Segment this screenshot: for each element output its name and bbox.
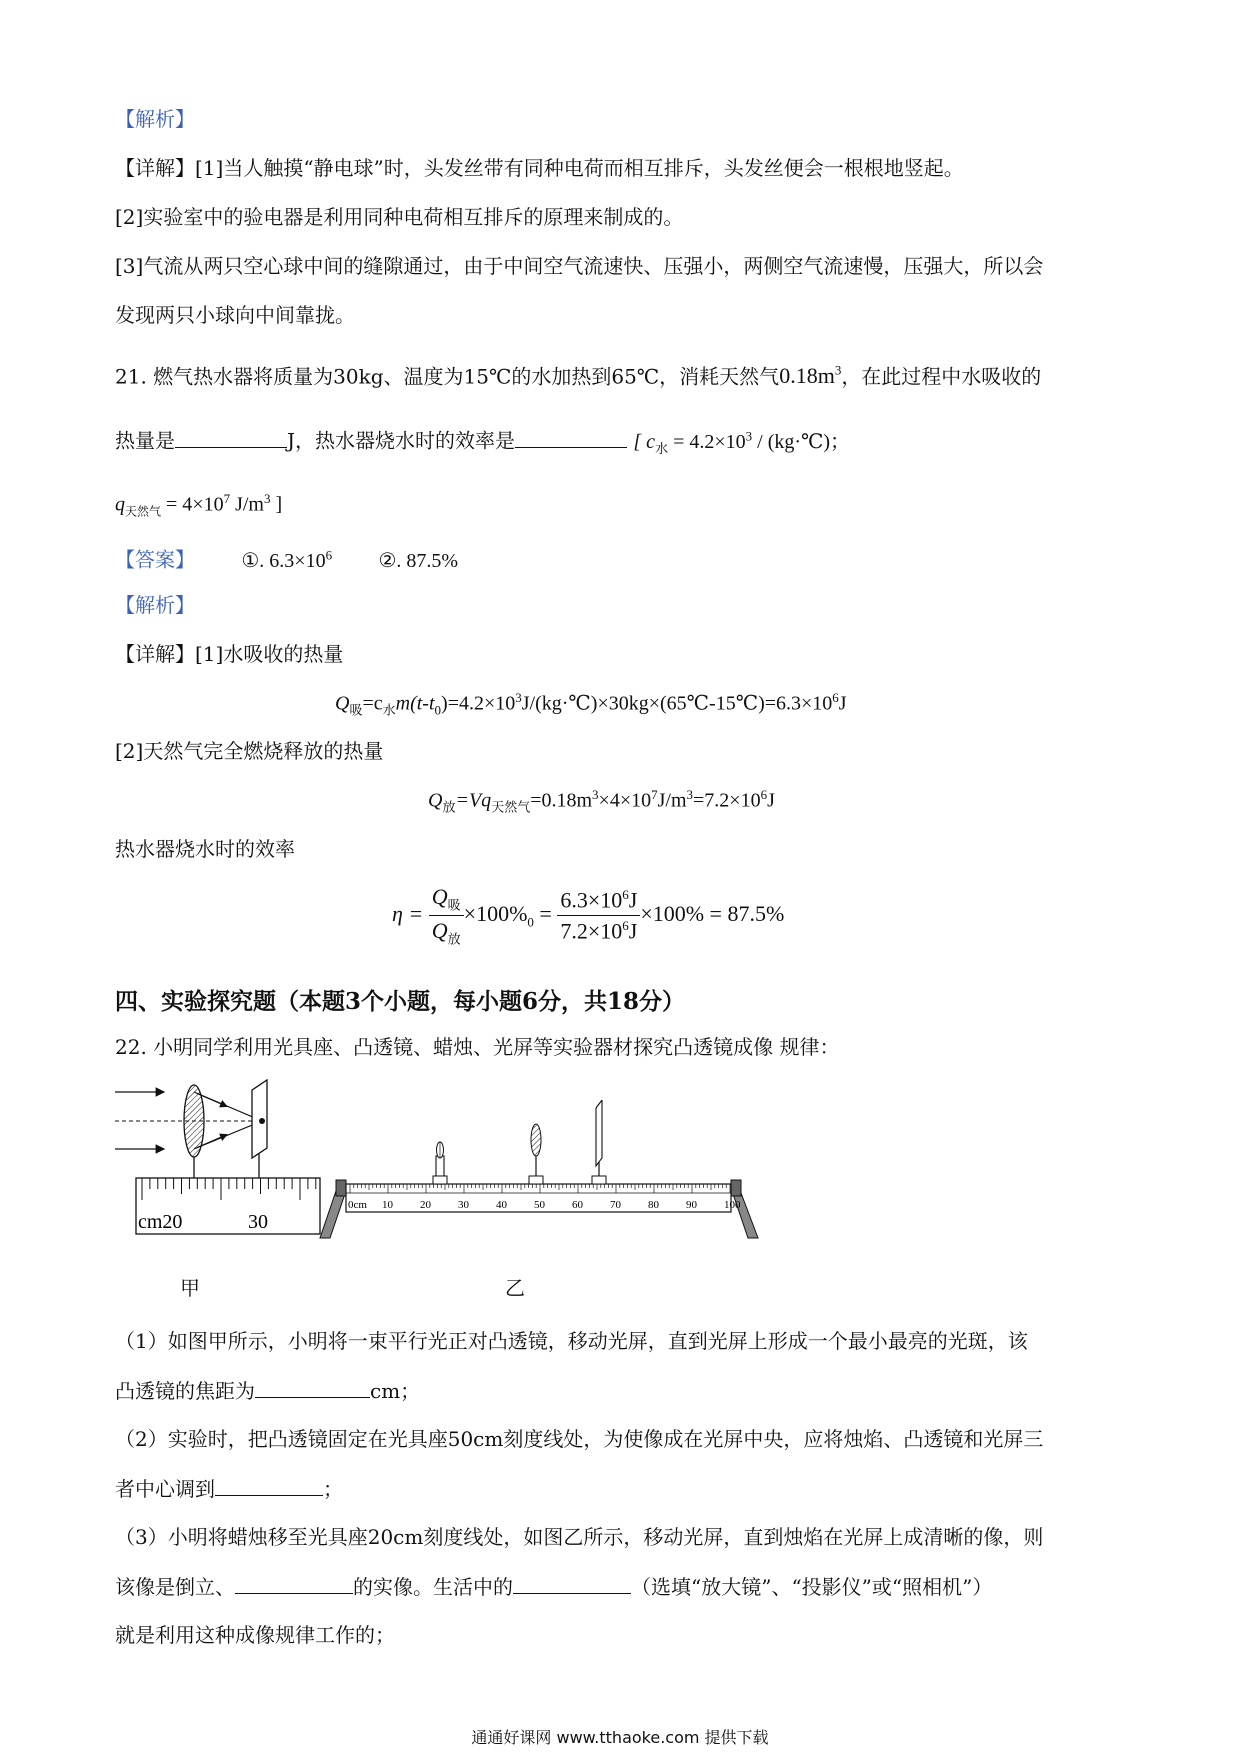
q22-part-1a: （1）如图甲所示，小明将一束平行光正对凸透镜，移动光屏，直到光屏上形成一个最小最亮的光斑，该: [115, 1329, 1028, 1353]
q21-stem-line-2: [115, 423, 850, 462]
answer-2: ②. 87.5%: [378, 549, 459, 572]
ruler-jia: [136, 1178, 320, 1234]
bench-label: 10: [382, 1199, 393, 1211]
ruler-label-30: 30: [248, 1211, 268, 1233]
bench-label: 50: [534, 1199, 545, 1211]
q22-blank-device[interactable]: [513, 1573, 631, 1594]
gas-volume: $0.18m^3$: [779, 363, 842, 389]
c-water-formula: [ $c_水 = 4.2\times 10^3$ / (kg·℃)；: [633, 428, 851, 456]
answer-1: ①. $6.3\times 10^6$: [241, 547, 333, 572]
q22-stem: 22. 小明同学利用光具座、凸透镜、蜡烛、光屏等实验器材探究凸透镜成像 规律：: [115, 1035, 840, 1059]
q22-part-3b: [115, 1573, 992, 1600]
section-heading: 四、实验探究题（本题3个小题，每小题6分，共18分）: [115, 988, 686, 1015]
answer-tag: 【答案】: [115, 547, 195, 572]
q20-detail-3a: [3]气流从两只空心球中间的缝隙通过，由于中间空气流速快、压强小，两侧空气流速慢，压强大，所以会: [115, 254, 1044, 278]
q21-stem-end: ，在此过程中水吸收的: [841, 364, 1042, 389]
equation-efficiency: η = $\frac{Q_吸}{Q_放}$ $\times 100\%_0$ = $\frac{6.3\times 10^6J}{7.2\times 10^6J}$ ×100% = 87.5%: [392, 884, 785, 947]
q21-heat-label: 热量是: [115, 428, 175, 453]
choice-hint: （选填“放大镜”、“投影仪”或“照相机”）: [631, 1575, 993, 1599]
focal-spot: [259, 1118, 265, 1124]
q21-blank-efficiency[interactable]: [515, 427, 627, 448]
figure-jia: [112, 1078, 322, 1258]
convex-lens: [184, 1085, 204, 1157]
light-screen: [252, 1080, 267, 1158]
caption-jia: 甲: [180, 1276, 200, 1300]
semicolon: ；: [323, 1477, 343, 1501]
center-label: 者中心调到: [115, 1477, 215, 1501]
unit-cm: cm；: [370, 1379, 421, 1403]
screen-yi: [592, 1100, 606, 1184]
q20-detail-1: 【详解】[1]当人触摸“静电球”时，头发丝带有同种电荷而相互排斥，头发丝便会一根根地竖起。: [115, 156, 964, 180]
q21-blank-heat[interactable]: [175, 427, 287, 448]
q22-part-2b: [115, 1475, 343, 1502]
q21-analysis-tag: 【解析】: [115, 593, 195, 617]
bench-label: 70: [610, 1199, 621, 1211]
figure-yi: [318, 1100, 768, 1250]
bench-label: 80: [648, 1199, 659, 1211]
bench-label: 60: [572, 1199, 583, 1211]
q21-detail-2: [2]天然气完全燃烧释放的热量: [115, 739, 384, 763]
equation-heat-released: $Q_放=Vq_{天然气}=0.18m^3\times 4\times 10^7J/m^3=7.2\times 10^6J$: [428, 787, 775, 815]
candle: [433, 1142, 447, 1184]
bench-label: 0cm: [348, 1199, 367, 1211]
bench-label: 90: [686, 1199, 697, 1211]
bench-label: 30: [458, 1199, 469, 1211]
q21-answer: [115, 542, 458, 574]
q21-detail-1: 【详解】[1]水吸收的热量: [115, 642, 344, 666]
q22-blank-image-size[interactable]: [235, 1573, 353, 1594]
q21-stem-text: 21. 燃气热水器将质量为30kg、温度为15℃的水加热到65℃，消耗天然气: [115, 364, 780, 389]
ruler-label-cm20: cm20: [138, 1211, 183, 1233]
q20-detail-3b: 发现两只小球向中间靠拢。: [115, 303, 355, 327]
analysis-tag: 【解析】: [115, 107, 195, 131]
q22-part-2a: （2）实验时，把凸透镜固定在光具座50cm刻度线处，为使像成在光屏中央，应将烛焰、凸透镜和光屏三: [115, 1427, 1044, 1451]
focal-length-label: 凸透镜的焦距为: [115, 1379, 255, 1403]
device-label: 的实像。生活中的: [353, 1575, 513, 1599]
lens-yi: [529, 1124, 543, 1184]
page-footer: 通通好课网 www.tthaoke.com 提供下载: [471, 1728, 769, 1747]
q21-stem-line-1: [115, 358, 1041, 389]
q22-part-1b: [115, 1377, 420, 1404]
caption-yi: 乙: [505, 1276, 525, 1300]
q21-detail-3: 热水器烧水时的效率: [115, 837, 295, 861]
bench-label: 20: [420, 1199, 431, 1211]
bench-label: 100: [724, 1199, 741, 1211]
q22-blank-center[interactable]: [215, 1475, 323, 1496]
q22-part-3c: 就是利用这种成像规律工作的；: [115, 1623, 395, 1647]
fraction-q-ratio: $\frac{Q_吸}{Q_放}$: [429, 884, 464, 948]
image-type-label: 该像是倒立、: [115, 1575, 235, 1599]
bench-label: 40: [496, 1199, 507, 1211]
q20-detail-2: [2]实验室中的验电器是利用同种电荷相互排斥的原理来制成的。: [115, 205, 684, 229]
equation-heat-absorbed: $Q_吸=c_水m(t-t_0)=4.2\times 10^3J/(kg\cdot℃)\times 30kg\times(65℃-15℃)=6.3\times 10^6J$: [335, 690, 847, 718]
q-gas-formula: $q_{天然气} = 4\times 10^7$ $J/m^3$ ]: [115, 491, 283, 519]
q21-efficiency-label: J，热水器烧水时的效率是: [287, 428, 516, 453]
fraction-values: $\frac{6.3\times 10^6J}{7.2\times 10^6J}$: [557, 887, 640, 945]
q22-blank-focal-length[interactable]: [255, 1377, 370, 1398]
q22-part-3a: （3）小明将蜡烛移至光具座20cm刻度线处，如图乙所示，移动光屏，直到烛焰在光屏上成清晰的像，则: [115, 1525, 1044, 1549]
optical-bench: [320, 1180, 758, 1238]
